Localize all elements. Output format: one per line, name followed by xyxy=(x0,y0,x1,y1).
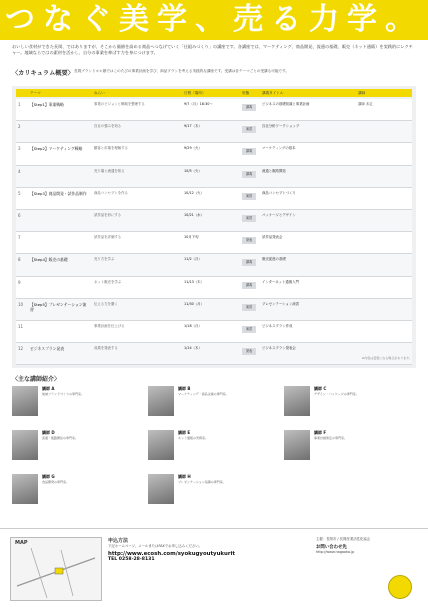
row-theme: ビジネスプラン発表 xyxy=(30,346,65,352)
row-format: 演習 xyxy=(242,126,256,133)
row-no: 10 xyxy=(18,301,24,307)
row-lecture: ビジネスの基礎知識と事業計画 xyxy=(262,102,310,106)
instructor-bio: 事業計画策定の専門家。 xyxy=(314,436,348,440)
instructor-name: 講師 C xyxy=(314,386,327,391)
row-no: 3 xyxy=(18,146,21,152)
table-row xyxy=(16,277,412,299)
row-lecture: ビジネスプラン作成 xyxy=(262,323,293,328)
intro-paragraph: おいしい食材ができた長岡、ではありますが、そこから価値を高める商品へつなげていく「仕組みづくり」の講座です。各講座では、マーケティング、商品開発、流通の基礎、販売（ネット通販）を実践的にレクチャー。地域ならではの素材を活かし、自分の事業を伸ばす力を身につけます。 xyxy=(12,44,413,56)
row-theme: 【Step5】プレゼンテーション演習 xyxy=(30,301,87,312)
instructors-title: 〈主な講師紹介〉 xyxy=(12,376,61,383)
instructor-photo xyxy=(284,430,310,460)
row-no: 12 xyxy=(18,346,24,352)
row-date: 9/29（火） xyxy=(184,146,202,151)
table-row xyxy=(16,299,412,321)
instructor-name: 講師 F xyxy=(314,430,327,435)
row-no: 9 xyxy=(18,279,21,285)
instructor-photo xyxy=(284,386,310,416)
row-date: 11/2（月） xyxy=(184,257,202,262)
row-no: 1 xyxy=(18,102,21,107)
table-row xyxy=(16,188,412,210)
table-row xyxy=(16,99,412,121)
row-theme: 【Step3】商品開発・試作品制作 xyxy=(30,190,87,196)
row-aim: 商品コンセプトを作る xyxy=(94,190,128,195)
row-no: 8 xyxy=(18,257,21,263)
row-no: 4 xyxy=(18,168,21,174)
organizer-block xyxy=(316,537,420,555)
organizer-text: 主催：長岡市 / 長岡産業活性化協会 xyxy=(316,537,371,541)
instructor-card xyxy=(148,386,278,426)
row-date: 10/21（水） xyxy=(184,212,204,217)
row-lecture: インターネット通販入門 xyxy=(262,279,299,284)
row-aim: 試作品を形にする xyxy=(94,212,122,217)
instructor-card xyxy=(12,474,142,514)
instructor-photo xyxy=(12,386,38,416)
apply-title: 申込方法 xyxy=(108,538,129,544)
instructor-card xyxy=(12,386,142,426)
table-row xyxy=(16,321,412,343)
row-format: 講義 xyxy=(242,259,256,266)
page-title: つなぐ美学、売る力学。 xyxy=(5,2,423,37)
map xyxy=(10,537,102,601)
apply-block xyxy=(108,537,308,562)
table-row xyxy=(16,143,412,165)
table-row xyxy=(16,232,412,254)
col-lecture: 講義タイトル xyxy=(262,91,284,95)
row-format: 発表 xyxy=(242,237,256,244)
table-header xyxy=(16,89,412,97)
row-date: 10/5（火） xyxy=(184,168,202,173)
instructor-name: 講師 A xyxy=(42,386,55,391)
map-drawing xyxy=(11,538,101,600)
instructor-name: 講師 E xyxy=(178,430,191,435)
row-lecture: 商品コンセプトづくり xyxy=(262,190,296,195)
row-aim: ネット販売を学ぶ xyxy=(94,279,122,284)
col-teacher: 講師 xyxy=(358,91,366,95)
row-format: 講義 xyxy=(242,104,256,111)
table-footnote: ※内容は変更になる場合があります。 xyxy=(361,356,412,360)
row-lecture: 販売促進の基礎 xyxy=(262,257,286,262)
instructor-card xyxy=(12,430,142,470)
instructor-photo xyxy=(148,430,174,460)
col-theme: テーマ xyxy=(30,91,41,95)
instructor-card xyxy=(148,474,278,514)
row-aim: 事業のビジョンと戦略を整理する xyxy=(94,102,145,106)
row-date: 1/18（月） xyxy=(184,323,202,328)
row-format: 演習 xyxy=(242,304,256,311)
row-lecture: プレゼンテーション演習 xyxy=(262,301,300,306)
instructor-photo xyxy=(148,386,174,416)
curriculum-header xyxy=(12,66,416,84)
organizer-contact[interactable]: http://www.nagaoka.jp xyxy=(316,549,355,554)
row-lecture: マーケティングの基本 xyxy=(262,146,296,151)
apply-phone: TEL 0258-28-8131 xyxy=(108,556,155,562)
instructor-bio: 食品開発の専門家。 xyxy=(42,480,70,484)
row-no: 2 xyxy=(18,124,21,130)
instructor-card xyxy=(284,386,414,426)
instructor-bio: ネット通販の実務家。 xyxy=(178,436,209,440)
row-format: 発表 xyxy=(242,348,256,355)
row-aim: 成果を発表する xyxy=(94,346,118,351)
instructor-name: 講師 G xyxy=(42,474,55,479)
instructor-bio: マーケティング・商品企画の専門家。 xyxy=(178,392,229,396)
col-date: 日程（場所） xyxy=(184,91,206,95)
row-format: 演習 xyxy=(242,193,256,200)
row-teacher: 講師 未定 xyxy=(358,102,373,106)
instructor-photo xyxy=(12,474,38,504)
row-format: 講義 xyxy=(242,148,256,155)
instructor-bio: 流通・販路開拓の専門家。 xyxy=(42,436,79,440)
table-row xyxy=(16,121,412,143)
instructor-name: 講師 D xyxy=(42,430,55,435)
row-aim: 事業計画を仕上げる xyxy=(94,323,125,328)
instructor-card xyxy=(284,430,414,470)
row-lecture: パッケージとデザイン xyxy=(262,212,296,217)
row-theme: 【Step1】事業戦略 xyxy=(30,102,64,107)
row-no: 6 xyxy=(18,212,21,218)
footer xyxy=(0,528,428,607)
row-date: 9/7（月）18:30〜 xyxy=(184,102,213,106)
col-format: 形態 xyxy=(242,91,250,95)
row-date: 10月下旬 xyxy=(184,235,199,240)
row-aim: 試作品を評価する xyxy=(94,235,122,240)
table-rows xyxy=(16,99,412,365)
table-row xyxy=(16,210,412,232)
row-aim: 顧客と市場を理解する xyxy=(94,146,128,151)
row-aim: 自社の強みを知る xyxy=(94,124,122,129)
row-aim: 売り方を学ぶ xyxy=(94,257,115,262)
curriculum-title: 〈カリキュラム概要〉 xyxy=(12,70,74,77)
row-format: 演習 xyxy=(242,326,256,333)
table-row xyxy=(16,343,412,365)
instructor-grid xyxy=(12,386,416,514)
title-band xyxy=(0,0,428,40)
row-date: 11/13（木） xyxy=(184,279,204,284)
col-aim: ねらい xyxy=(94,91,105,95)
table-row xyxy=(16,166,412,188)
row-lecture: 試作品発表会 xyxy=(262,235,283,240)
instructor-bio: プレゼンテーション指導の専門家。 xyxy=(178,480,226,484)
row-no: 5 xyxy=(18,190,21,196)
row-format: 演習 xyxy=(242,215,256,222)
instructor-name: 講師 H xyxy=(178,474,191,479)
instructor-name: 講師 B xyxy=(178,386,191,391)
row-format: 講義 xyxy=(242,171,256,178)
instructor-photo xyxy=(148,474,174,504)
row-date: 9/17（木） xyxy=(184,124,202,129)
instructor-card xyxy=(148,430,278,470)
row-theme: 【Step2】マーケティング戦略 xyxy=(30,146,83,152)
apply-url[interactable]: http://www.ecosh.com/syokugyoutyukurit xyxy=(108,550,235,557)
row-lecture: 自社分析ワークショップ xyxy=(262,124,300,129)
row-aim: 売り場と流通を知る xyxy=(94,168,125,173)
table-row xyxy=(16,254,412,276)
mascot-icon xyxy=(388,575,412,599)
row-no: 7 xyxy=(18,235,21,241)
curriculum-table xyxy=(12,86,416,368)
curriculum-note: 長岡ブランド＊＊塾ではこのたびの事業計画を学び、商品プランを考える実践的な講座です。受講は各テーマごとの受講も可能です。 xyxy=(74,69,289,73)
organizer-name: お問い合わせ先 xyxy=(316,544,347,550)
row-date: 10/12（火） xyxy=(184,190,204,195)
apply-text: 下記ホームページ、メールまたはFAXでお申し込みください。 xyxy=(108,544,203,548)
instructor-bio: 地域ブランドづくりの専門家。 xyxy=(42,392,85,396)
row-theme: 【Step4】販売の基礎 xyxy=(30,257,68,263)
row-date: 1/14（木） xyxy=(184,346,202,351)
row-lecture: 流通と販路開拓 xyxy=(262,168,286,173)
row-aim: 伝える力を磨く xyxy=(94,301,118,306)
instructor-photo xyxy=(12,430,38,460)
instructor-bio: デザイン・パッケージの専門家。 xyxy=(314,392,359,396)
row-no: 11 xyxy=(18,323,24,329)
map-label: MAP xyxy=(15,540,28,546)
row-lecture: ビジネスプラン発表会 xyxy=(262,346,296,351)
row-format: 講義 xyxy=(242,282,256,289)
row-date: 11/30（月） xyxy=(184,301,204,306)
